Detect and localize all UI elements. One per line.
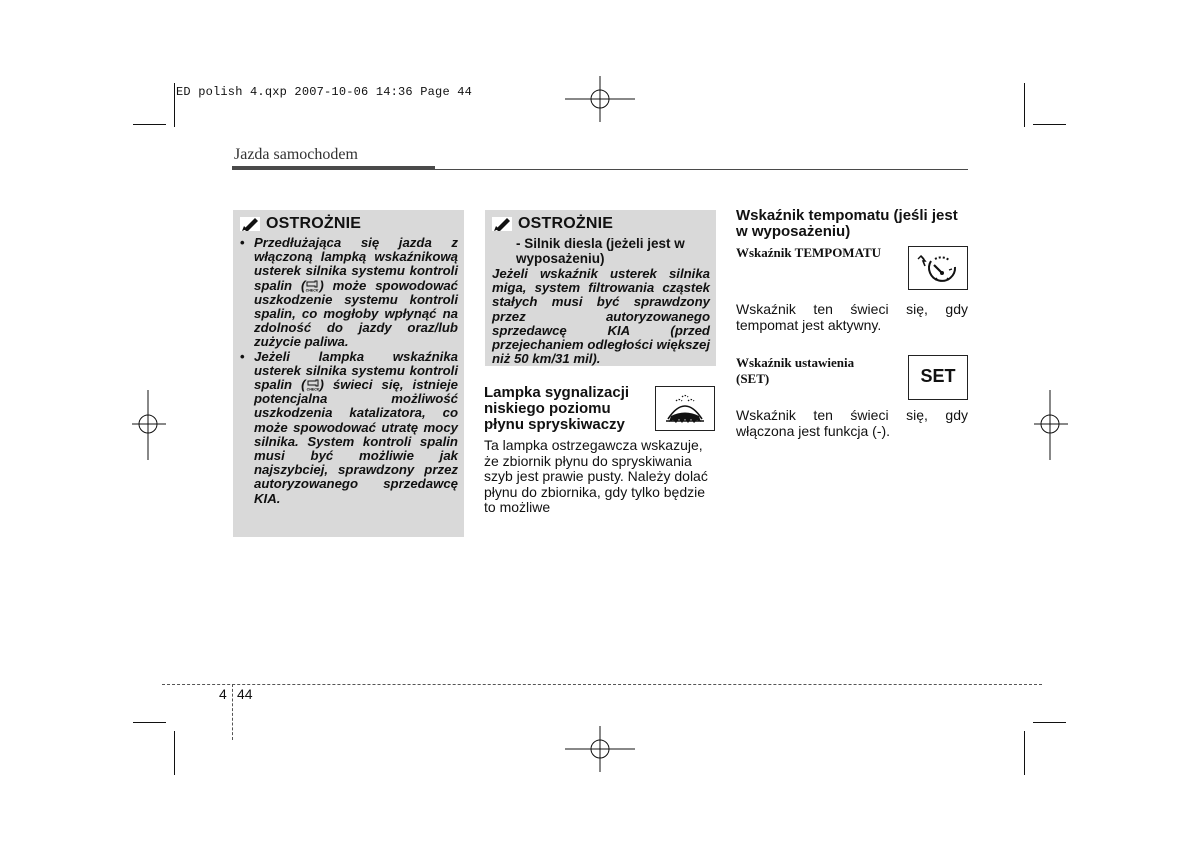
crop-mark [1033, 124, 1066, 125]
list-item [240, 350, 458, 506]
set-icon-box [908, 355, 968, 400]
footer-dashed-rule [162, 684, 1042, 685]
cruise-heading: Wskaźnik tempomatu (jeśli jest w wyposażeniu) [736, 207, 958, 240]
crop-mark [1033, 722, 1066, 723]
chapter-number: 4 [219, 686, 227, 702]
bullet-text-end: ) świeci się, istnieje potencjalna możliwość uszkodzenia katalizatora, co może spowodować utratę mocy silnika. System kontroli spalin musi być możliwie jak najszybciej, sprawdzony przez autoryzowanego sprzedawcę KIA. [254, 377, 458, 506]
header-rule-thick [232, 166, 435, 170]
list-item [240, 236, 458, 350]
washer-heading: Lampka sygnalizacji niskiego poziomu płynu spryskiwaczy [484, 384, 630, 433]
check-label: CHECK [306, 387, 319, 392]
registration-mark-left [132, 390, 166, 460]
bullet-dot: • [240, 348, 245, 364]
pen-caution-icon [492, 217, 512, 231]
check-engine-icon [306, 378, 320, 391]
page-header-title: Jazda samochodem [234, 146, 358, 163]
washer-fluid-icon [656, 387, 714, 430]
registration-mark-bottom [565, 726, 635, 772]
set-description: Wskaźnik ten świeci się, gdy włączona jest funkcja (-). [736, 407, 968, 439]
set-label: Wskaźnik ustawienia (SET) [736, 355, 855, 386]
bullet-text-start: Jeżeli lampka wskaźnika usterek silnika systemu kontroli spalin ( [254, 348, 458, 393]
caution-subtitle: - Silnik diesla (jeżeli jest w wyposażeniu) [516, 236, 685, 266]
cruise-label: Wskaźnik TEMPOMATU [736, 245, 882, 260]
bullet-dot: • [240, 235, 245, 250]
washer-icon-box [655, 386, 715, 431]
bullet-text-end: ) może spowodować uszkodzenie systemu kontroli spalin, co mogłoby wpłynąć na zdolność do jazdy oraz/lub zużycie paliwa. [254, 277, 458, 350]
registration-mark-top [565, 76, 635, 122]
crop-mark [1024, 83, 1025, 127]
caution-header [492, 216, 710, 232]
cruise-description: Wskaźnik ten świeci się, gdy tempomat jest aktywny. [736, 301, 968, 333]
page-number: 44 [237, 686, 253, 702]
set-indicator-icon: SET [920, 366, 956, 386]
header-rule-thin [435, 169, 968, 170]
bullet-text-start: Przedłużająca się jazda z włączoną lampką wskaźnikową usterek silnika systemu kontroli spalin ( [254, 235, 458, 293]
check-engine-icon [305, 279, 319, 292]
cruise-icon-box [908, 246, 968, 290]
caution-title: OSTROŻNIE [518, 215, 614, 232]
check-label: CHECK [305, 288, 319, 292]
caution-header [240, 216, 458, 232]
crop-mark [133, 124, 166, 125]
crop-mark [133, 722, 166, 723]
registration-mark-right [1034, 390, 1068, 460]
caution-title: OSTROŻNIE [266, 215, 362, 232]
pen-caution-icon [240, 217, 260, 231]
cruise-control-icon [909, 247, 967, 289]
crop-mark [174, 731, 175, 775]
caution-body [240, 236, 458, 506]
caution-body: Jeżeli wskaźnik usterek silnika miga, system filtrowania cząstek stałych musi być sprawdzony przez autoryzowanego sprzedawcę KIA (przed przejechaniem odległości większej niż 50 km/31 mil). [492, 266, 710, 367]
crop-mark [1024, 731, 1025, 775]
caution-box-left [233, 210, 464, 537]
washer-description: Ta lampka ostrzegawcza wskazuje, że zbiornik płynu do spryskiwania szyb jest prawie pusty. Należy dolać płynu do zbiornika, gdy tylko będzie to możliwe [484, 437, 708, 515]
crop-mark [174, 83, 175, 127]
file-slug: ED polish 4.qxp 2007-10-06 14:36 Page 44 [176, 85, 473, 99]
caution-box-middle [485, 210, 716, 366]
footer-divider [232, 684, 233, 740]
